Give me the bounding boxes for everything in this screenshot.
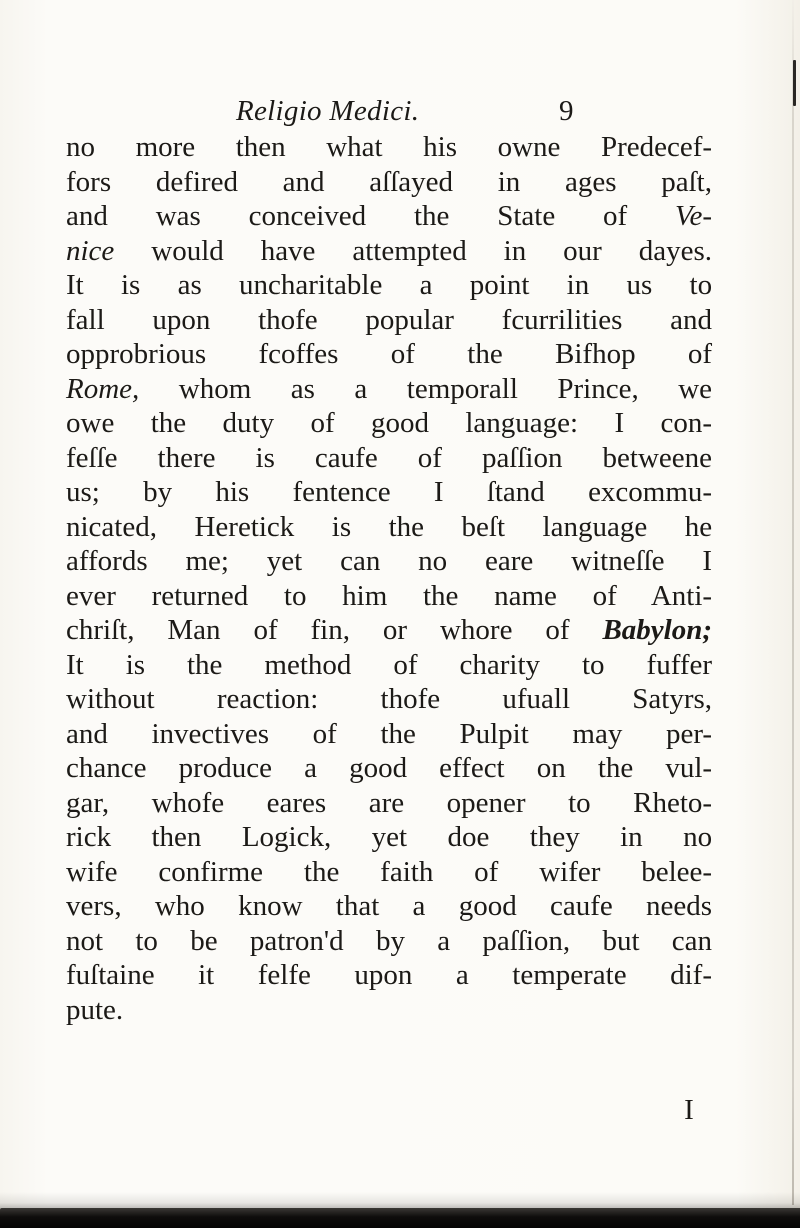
text-line: nice would have attempted in our dayes. — [66, 234, 713, 267]
body-text — [66, 130, 712, 1027]
text-line: and invectives of the Pulpit may per- — [66, 717, 713, 750]
catchword: I — [684, 1094, 694, 1126]
edge-mark — [793, 60, 796, 106]
text-line: owe the duty of good language: I con- — [66, 407, 713, 439]
text-line: not to be patron'd by a paſſion, but can — [66, 924, 713, 957]
text-line: fuſtaine it felfe upon a temperate dif- — [66, 959, 712, 991]
page-bottom-edge — [0, 1208, 800, 1228]
text-line: no more then what his owne Predecef- — [66, 131, 713, 163]
page-number: 9 — [559, 95, 574, 127]
text-line: It is as uncharitable a point in us to — [66, 269, 713, 301]
text-line: feſſe there is caufe of paſſion betweene — [66, 441, 713, 474]
text-line: rick then Logick, yet doe they in no — [66, 821, 713, 853]
text-line: vers, who know that a good caufe needs — [66, 890, 713, 922]
text-line: fors defired and aſſayed in ages paſt, — [66, 165, 712, 198]
text-line: chriſt, Man of fin, or whore of Babylon; — [66, 614, 712, 646]
text-line: Rome, whom as a temporall Prince, we — [66, 372, 713, 405]
page-header — [236, 95, 576, 135]
text-line: fall upon thofe popular fcurrilities and — [66, 303, 713, 336]
text-line: ever returned to him the name of Anti- — [66, 579, 713, 612]
running-title: Religio Medici. — [236, 95, 420, 127]
text-line: wife confirme the faith of wifer belee- — [66, 855, 713, 888]
text-line: chance produce a good effect on the vul- — [66, 752, 713, 784]
text-line: It is the method of charity to fuffer — [66, 648, 713, 681]
text-line: opprobrious fcoffes of the Bifhop of — [66, 338, 713, 370]
text-line: pute. — [66, 993, 124, 1026]
text-line: and was conceived the State of Ve- — [66, 200, 713, 232]
page-edge — [792, 0, 794, 1205]
text-line: affords me; yet can no eare witneſſe I — [66, 545, 713, 577]
text-line: without reaction: thofe ufuall Satyrs, — [66, 683, 713, 715]
text-line: gar, whofe eares are opener to Rheto- — [66, 786, 713, 819]
text-line: us; by his fentence I ſtand excommu- — [66, 476, 713, 508]
text-line: nicated, Heretick is the beſt language he — [66, 510, 713, 543]
